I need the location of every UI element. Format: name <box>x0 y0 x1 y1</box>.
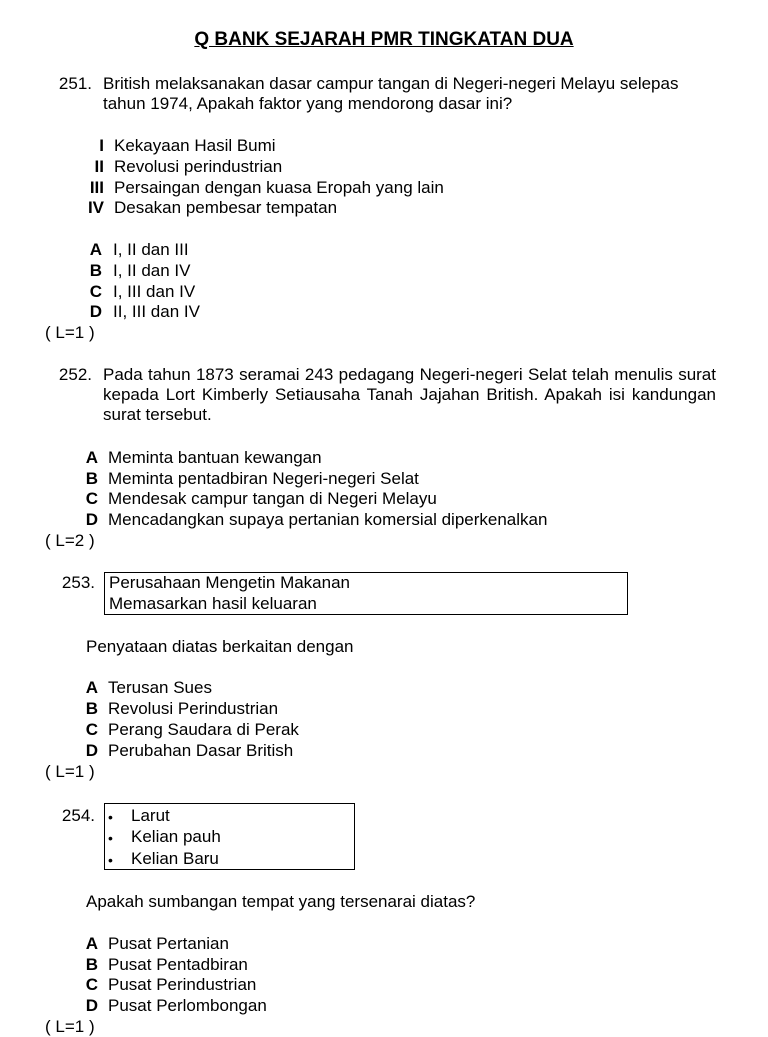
statement-numeral: I <box>99 136 104 155</box>
level-label: ( L=1 ) <box>45 323 95 342</box>
option-letter: C <box>85 489 98 508</box>
option-text: Meminta bantuan kewangan <box>108 448 322 467</box>
statement-text: Kekayaan Hasil Bumi <box>114 136 276 155</box>
level-label: ( L=1 ) <box>45 762 95 781</box>
list-item: Kelian pauh <box>131 827 221 846</box>
option-text: Pusat Pentadbiran <box>108 955 248 974</box>
option-text: Revolusi Perindustrian <box>108 699 279 718</box>
option-text: I, II dan IV <box>113 261 191 280</box>
option-text: I, III dan IV <box>113 282 196 301</box>
statement-numeral: IV <box>87 198 104 217</box>
question-number: 253. <box>61 573 95 592</box>
box-line: Memasarkan hasil keluaran <box>109 594 317 613</box>
statement-numeral: II <box>94 157 104 176</box>
bullet-icon: • <box>108 852 113 868</box>
question-number: 251. <box>58 74 92 93</box>
option-letter: C <box>85 975 98 994</box>
statement-text: Desakan pembesar tempatan <box>114 198 338 217</box>
option-letter: D <box>85 996 98 1015</box>
option-text: Mencadangkan supaya pertanian komersial diperkenalkan <box>108 510 548 529</box>
option-letter: B <box>85 699 98 718</box>
option-text: Pusat Perindustrian <box>108 975 257 994</box>
option-text: II, III dan IV <box>113 302 200 321</box>
option-text: Perubahan Dasar British <box>108 741 294 760</box>
statement-numeral: III <box>89 178 104 197</box>
list-item: Kelian Baru <box>131 849 219 868</box>
list-item: Larut <box>131 806 170 825</box>
option-letter: D <box>85 741 98 760</box>
option-letter: A <box>85 678 98 697</box>
option-letter: C <box>85 720 98 739</box>
option-text: I, II dan III <box>113 240 189 259</box>
option-text: Perang Saudara di Perak <box>108 720 299 739</box>
option-letter: B <box>85 469 98 488</box>
option-text: Meminta pentadbiran Negeri-negeri Selat <box>108 469 419 488</box>
option-letter: C <box>89 282 102 301</box>
option-letter: D <box>85 510 98 529</box>
statement-text: Revolusi perindustrian <box>114 157 283 176</box>
bullet-icon: • <box>108 809 113 825</box>
question-stem-line: British melaksanakan dasar campur tangan di Negeri-negeri Melayu selepas <box>103 74 679 93</box>
level-label: ( L=2 ) <box>45 531 95 550</box>
option-text: Pusat Pertanian <box>108 934 229 953</box>
option-text: Pusat Perlombongan <box>108 996 267 1015</box>
question-prompt: Penyataan diatas berkaitan dengan <box>86 637 354 656</box>
option-letter: B <box>89 261 102 280</box>
option-letter: B <box>85 955 98 974</box>
box-line: Perusahaan Mengetin Makanan <box>109 573 350 592</box>
page-title: Q BANK SEJARAH PMR TINGKATAN DUA <box>194 29 574 50</box>
option-text: Mendesak campur tangan di Negeri Melayu <box>108 489 437 508</box>
option-letter: A <box>85 448 98 467</box>
question-stem: Pada tahun 1873 seramai 243 pedagang Negeri-negeri Selat telah menulis surat kepada Lort Kimberly Setiausaha Tanah Jajahan British. Apakah isi kandungan surat tersebut. <box>103 365 716 424</box>
bullet-icon: • <box>108 830 113 846</box>
question-number: 254. <box>61 806 95 825</box>
option-letter: A <box>85 934 98 953</box>
level-label: ( L=1 ) <box>45 1017 95 1036</box>
question-number: 252. <box>58 365 92 384</box>
option-text: Terusan Sues <box>108 678 212 697</box>
statement-text: Persaingan dengan kuasa Eropah yang lain <box>114 178 444 197</box>
option-letter: A <box>89 240 102 259</box>
option-letter: D <box>89 302 102 321</box>
question-prompt: Apakah sumbangan tempat yang tersenarai diatas? <box>86 892 476 911</box>
question-stem-line: tahun 1974, Apakah faktor yang mendorong dasar ini? <box>103 94 513 113</box>
